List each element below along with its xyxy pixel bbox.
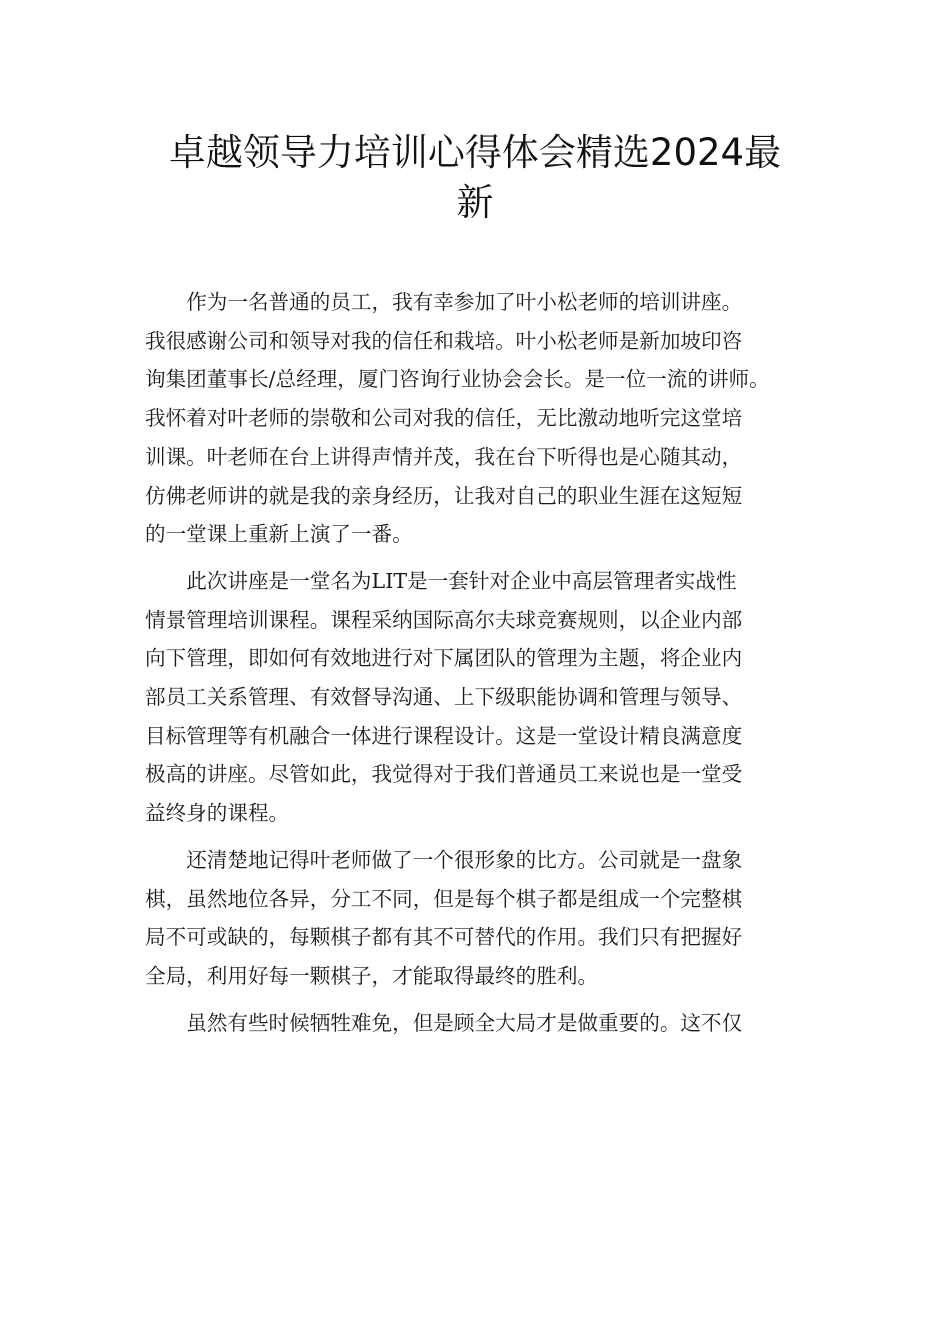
document-title: 卓越领导力培训心得体会精选2024最 新 [168,131,782,224]
paragraph-4: 虽然有些时候牺牲难免，但是顾全大局才是做重要的。这不仅 [186,1010,743,1035]
paragraph-3: 还清楚地记得叶老师做了一个很形象的比方。公司就是一盘象 棋，虽然地位各异，分工不同，但是每个棋子都是组成一个完整棋 局不可或缺的，每颗棋子都有其不可替代的作用。我们只有把握好 全局，利用好每一颗棋子，才能取得最终的胜利。 [145,847,743,988]
document-body [145,283,813,1050]
paragraph-2: 此次讲座是一堂名为LIT是一套针对企业中高层管理者实战性 情景管理培训课程。课程采纳国际高尔夫球竞赛规则，以企业内部 向下管理，即如何有效地进行对下属团队的管理为主题，将企业内 部员工关系管理、有效督导沟通、上下级职能协调和管理与领导、 目标管理等有机融合一体进行课程设计。这是一堂设计精良满意度 极高的讲座。尽管如此，我觉得对于我们普通员工来说也是一堂受 益终身的课程。 [145,568,743,826]
paragraph-1: 作为一名普通的员工，我有幸参加了叶小松老师的培训讲座。 我很感谢公司和领导对我的信任和栽培。叶小松老师是新加坡印咨 询集团董事长/总经理，厦门咨询行业协会会长。是一位一流的讲师。 我怀着对叶老师的崇敬和公司对我的信任，无比激动地听完这堂培 训课。叶老师在台上讲得声情并茂，我在台下听得也是心随其动， 仿佛老师讲的就是我的亲身经历，让我对自己的职业生涯在这短短 的一堂课上重新上演了一番。 [145,290,770,547]
